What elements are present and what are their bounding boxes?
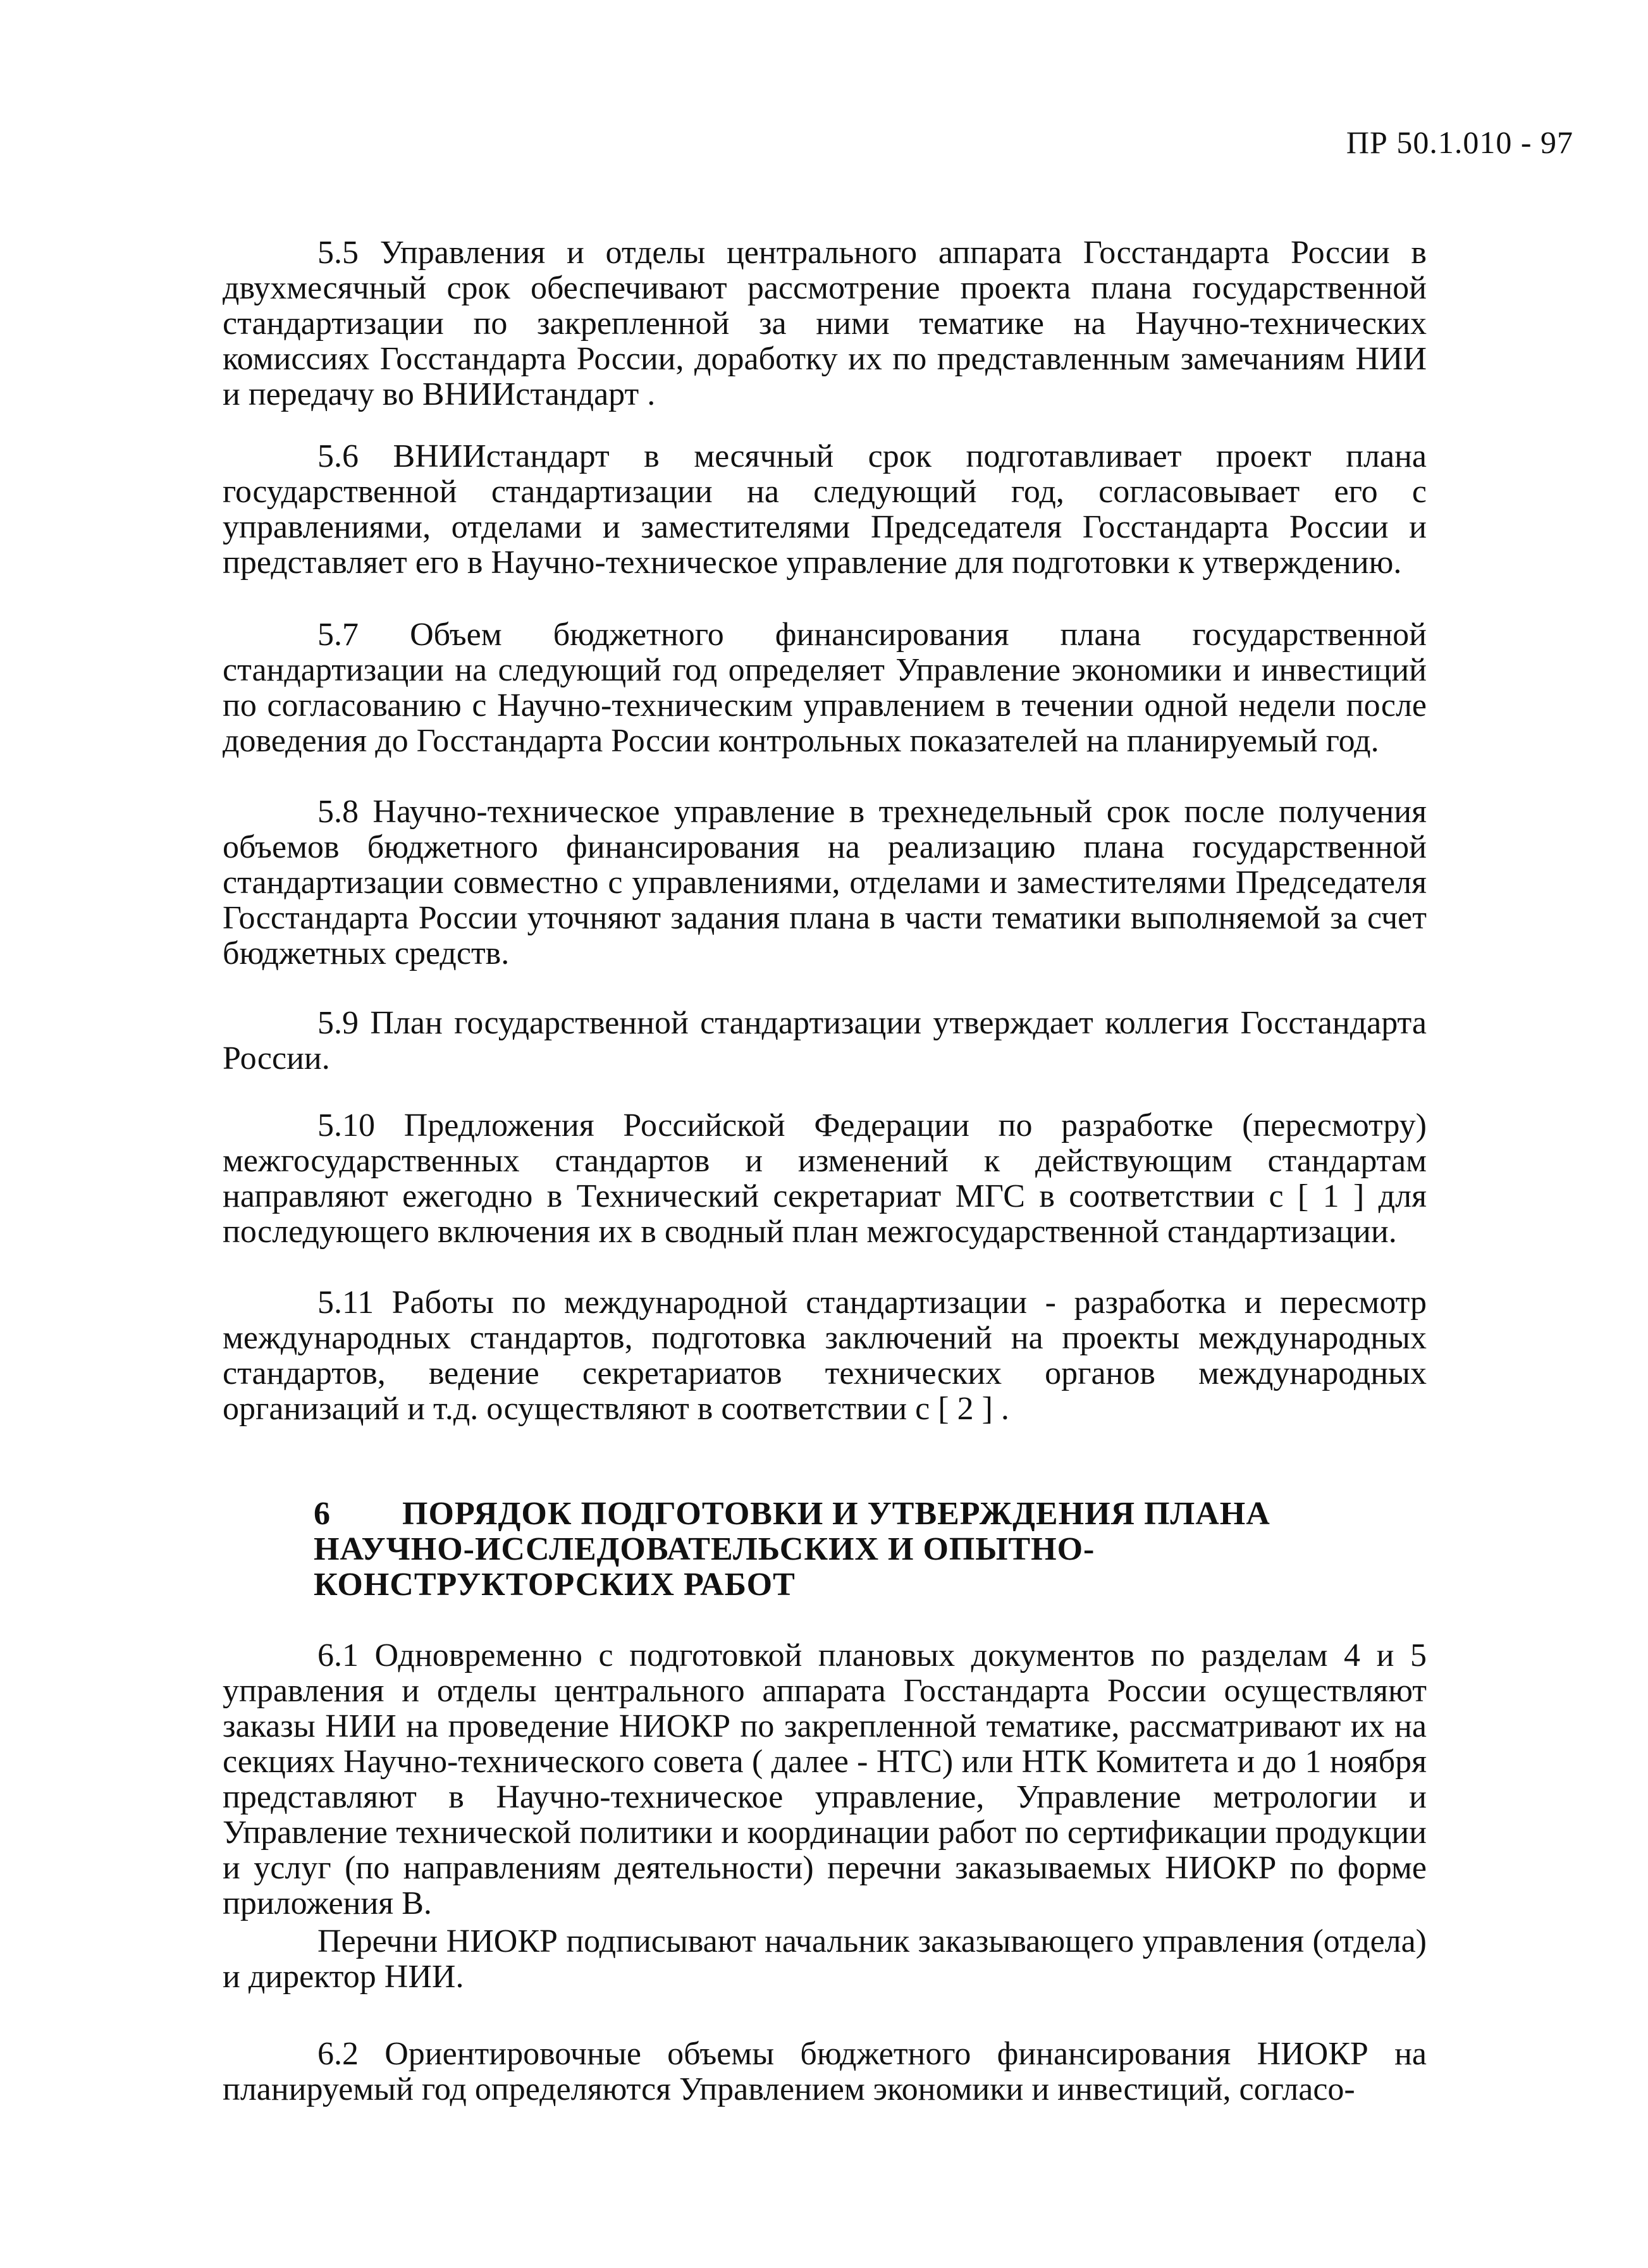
paragraph-5-8: 5.8 Научно-техническое управление в трехнедельный срок после получения объемов бюджетного финансирования на реализацию плана государственной стандартизации совместно с управлениями, отделами и заместителями Председателя Госстандарта России уточняют задания плана в части тематики выполняемой за счет бюджетных средств. [223,794,1427,971]
paragraph-6-1: 6.1 Одновременно с подготовкой плановых документов по разделам 4 и 5 управления и отделы центрального аппарата Госстандарта России осуществляют заказы НИИ на проведение НИОКР по закрепленной тематике, рассматривают их на секциях Научно-технического совета ( далее - НТС) или НТК Комитета и до 1 ноября представляют в Научно-техническое управление, Управление метрологии и Управление технической политики и координации работ по сертификации продукции и услуг (по направлениям деятельности) перечни заказываемых НИОКР по форме приложения В. [223,1637,1427,1921]
paragraph-5-9: 5.9 План государственной стандартизации утверждает коллегия Госстандарта России. [223,1005,1427,1076]
document-code: ПР 50.1.010 - 97 [1346,125,1573,160]
paragraph-5-10: 5.10 Предложения Российской Федерации по разработке (пересмотру) межгосударственных стандартов и изменений к действующим стандартам направляют ежегодно в Технический секретариат МГС в соответствии с [ 1 ] для последующего включения их в сводный план межгосударственной стандартизации. [223,1107,1427,1250]
section-number: 6 [314,1496,331,1532]
paragraph-5-7: 5.7 Объем бюджетного финансирования плана государственной стандартизации на следующий год определяет Управление экономики и инвестиций по согласованию с Научно-техническим управлением в течении одной недели после доведения до Госстандарта России контрольных показателей на планируемый год. [223,617,1427,759]
paragraph-6-2: 6.2 Ориентировочные объемы бюджетного финансирования НИОКР на планируемый год определяются Управлением экономики и инвестиций, согласо- [223,2036,1427,2107]
section-title: ПОРЯДОК ПОДГОТОВКИ И УТВЕРЖДЕНИЯ ПЛАНА НАУЧНО-ИССЛЕДОВАТЕЛЬСКИХ И ОПЫТНО-КОНСТРУКТОРСКИХ РАБОТ [314,1496,1270,1603]
paragraph-5-11: 5.11 Работы по международной стандартизации - разработка и пересмотр международных стандартов, подготовка заключений на проекты международных стандартов, ведение секретариатов технических органов международных организаций и т.д. осуществляют в соответствии с [ 2 ] . [223,1285,1427,1427]
paragraph-6-1-signatures: Перечни НИОКР подписывают начальник заказывающего управления (отдела) и директор НИИ. [223,1923,1427,1995]
section-heading [314,1496,1325,1603]
paragraph-5-6: 5.6 ВНИИстандарт в месячный срок подготавливает проект плана государственной стандартизации на следующий год, согласовывает его с управлениями, отделами и заместителями Председателя Госстандарта России и представляет его в Научно-техническое управление для подготовки к утверждению. [223,438,1427,581]
paragraph-5-5: 5.5 Управления и отделы центрального аппарата Госстандарта России в двухмесячный срок обеспечивают рассмотрение проекта плана государственной стандартизации по закрепленной за ними тематике на Научно-технических комиссиях Госстандарта России, доработку их по представленным замечаниям НИИ и передачу во ВНИИстандарт . [223,235,1427,412]
